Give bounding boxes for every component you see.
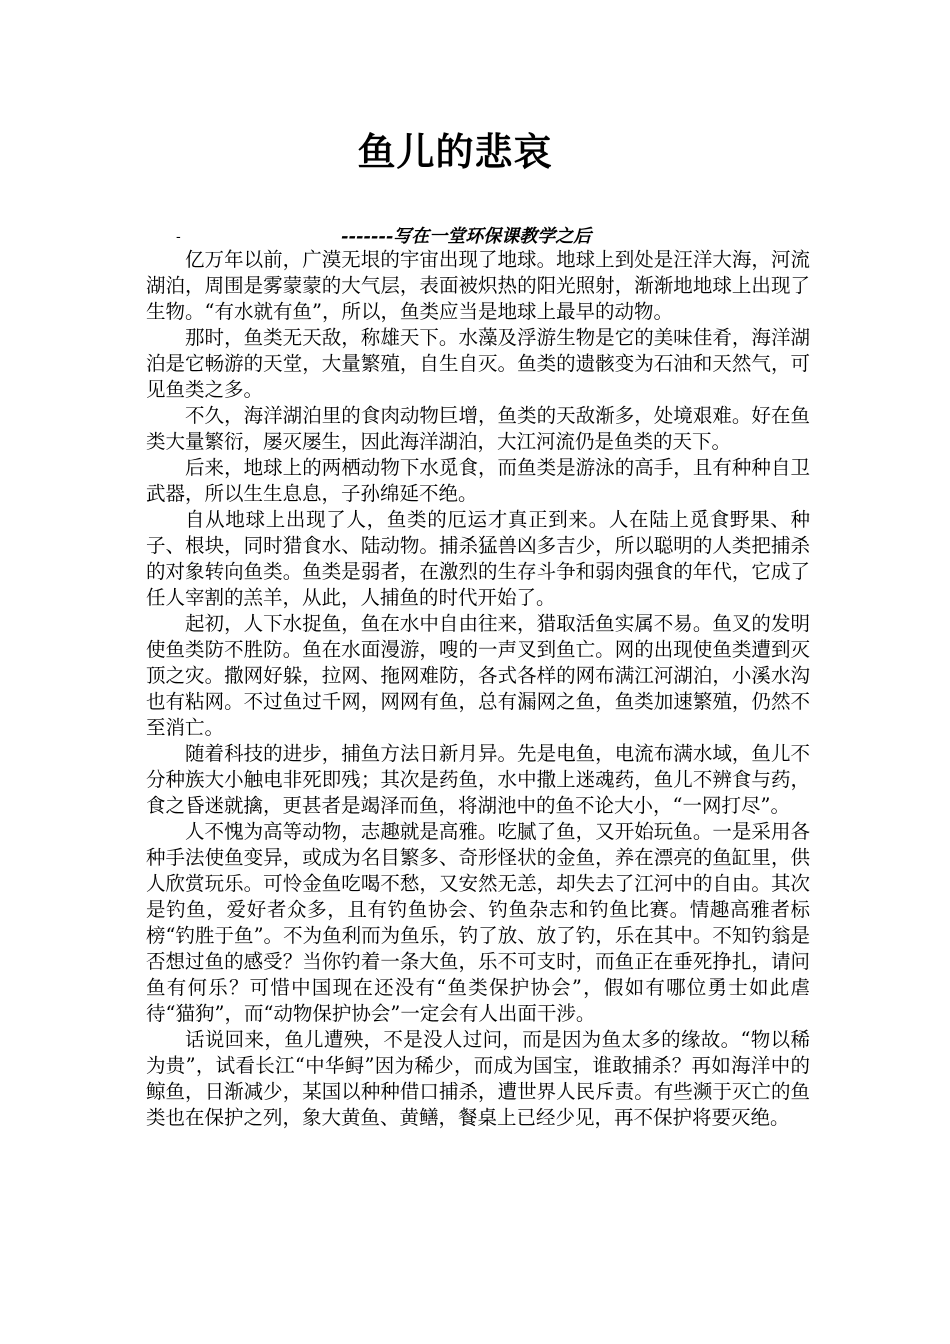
paragraph-6: 起初，人下水捉鱼，鱼在水中自由往来，猎取活鱼实属不易。鱼叉的发明使鱼类防不胜防。鱼在水面漫游，嗖的一声叉到鱼亡。网的出现使鱼类遭到灭顶之灾。撒网好躲，拉网、拖网难防，各式各样的网布满江河湖泊，小溪水沟也有粘网。不过鱼过千网，网网有鱼，总有漏网之鱼，鱼类加速繁殖，仍然不至消亡。: [146, 612, 810, 739]
paragraph-3: 不久，海洋湖泊里的食肉动物巨增，鱼类的天敌渐多，处境艰难。好在鱼类大量繁衍，屡灭屡生，因此海洋湖泊，大江河流仍是鱼类的天下。: [146, 404, 810, 453]
paragraph-4: 后来，地球上的两栖动物下水觅食，而鱼类是游泳的高手，且有种种自卫武器，所以生生息息，子孙绵延不绝。: [146, 456, 810, 505]
paragraph-5: 自从地球上出现了人，鱼类的厄运才真正到来。人在陆上觅食野果、种子、根块，同时猎食水、陆动物。捕杀猛兽凶多吉少，所以聪明的人类把捕杀的对象转向鱼类。鱼类是弱者，在激烈的生存斗争和弱肉强食的年代，它成了任人宰割的羔羊，从此，人捕鱼的时代开始了。: [146, 508, 810, 609]
document-title: 鱼儿的悲哀: [357, 129, 553, 174]
paragraph-8: 人不愧为高等动物，志趣就是高雅。吃腻了鱼，又开始玩鱼。一是采用各种手法使鱼变异，或成为名目繁多、奇形怪状的金鱼，养在漂亮的鱼缸里，供人欣赏玩乐。可怜金鱼吃喝不愁，又安然无恙，却失去了江河中的自由。其次是钓鱼，爱好者众多，且有钓鱼协会、钓鱼杂志和钓鱼比赛。情趣高雅者标榜“钓胜于鱼”。不为鱼利而为鱼乐，钓了放、放了钓，乐在其中。不知钓翁是否想过鱼的感受？当你钓着一条大鱼，乐不可支时，而鱼正在垂死挣扎，请问鱼有何乐？可惜中国现在还没有“鱼类保护协会”，假如有哪位勇士如此虐待“猫狗”，而“动物保护协会”一定会有人出面干涉。: [146, 820, 810, 1025]
paragraph-7: 随着科技的进步，捕鱼方法日新月异。先是电鱼，电流布满水域，鱼儿不分种族大小触电非死即残；其次是药鱼，水中撒上迷魂药，鱼儿不辨食与药，食之昏迷就擒，更甚者是竭泽而鱼，将湖池中的鱼不论大小，“一网打尽”。: [146, 742, 810, 817]
paragraph-1: 亿万年以前，广漠无垠的宇宙出现了地球。地球上到处是汪洋大海，河流湖泊，周围是雾蒙蒙的大气层，表面被炽热的阳光照射，渐渐地地球上出现了生物。“有水就有鱼”，所以，鱼类应当是地球上最早的动物。: [146, 248, 810, 323]
paragraph-9: 话说回来，鱼儿遭殃，不是没人过问，而是因为鱼太多的缘故。“物以稀为贵”，试看长江“中华鲟”因为稀少，而成为国宝，谁敢捕杀？再如海洋中的鲸鱼，日渐减少，某国以种种借口捕杀，遭世界人民斥责。有些濒于灭亡的鱼类也在保护之列，象大黄鱼、黄鳝，餐桌上已经少见，再不保护将要灭绝。: [146, 1028, 810, 1129]
subtitle-dash: -: [176, 229, 181, 245]
paragraph-2: 那时，鱼类无天敌，称雄天下。水藻及浮游生物是它的美味佳肴，海洋湖泊是它畅游的天堂，大量繁殖，自生自灭。鱼类的遗骸变为石油和天然气，可见鱼类之多。: [146, 326, 810, 401]
document-body: [146, 247, 810, 1131]
document-subtitle: -------写在一堂环保课教学之后: [341, 226, 592, 247]
